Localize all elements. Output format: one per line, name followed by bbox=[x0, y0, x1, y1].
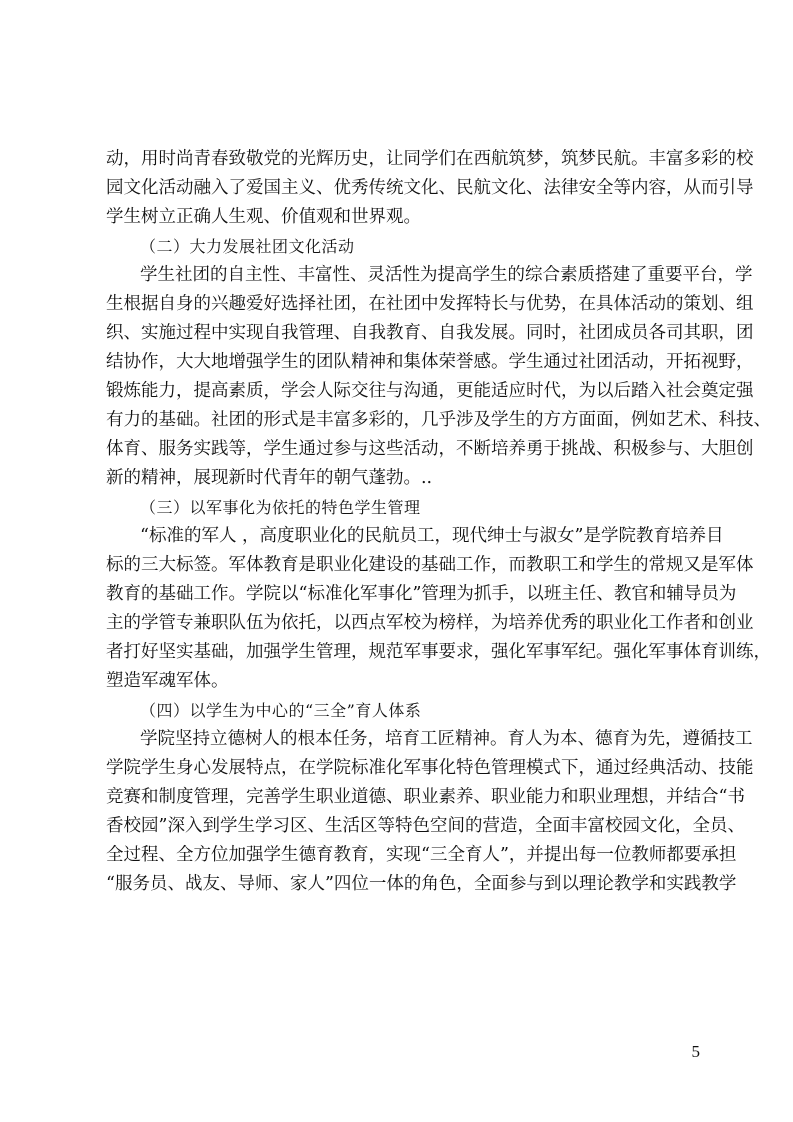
text-line: 学生树立正确人生观、价值观和世界观。 bbox=[106, 207, 421, 227]
section-heading-3: （三）以军事化为依托的特色学生管理 bbox=[140, 498, 421, 517]
page-number: 5 bbox=[691, 1042, 700, 1061]
section-4-paragraph bbox=[106, 725, 754, 899]
text-line: 锻炼能力，提高素质，学会人际交往与沟通，更能适应时代，为以后踏入社会奠定强 bbox=[106, 381, 754, 401]
text-line: 学院坚持立德树人的根本任务，培育工匠精神。育人为本、德育为先，遵循技工 bbox=[140, 729, 753, 749]
text-line: 园文化活动融入了爱国主义、优秀传统文化、民航文化、法律安全等内容，从而引导 bbox=[106, 178, 754, 198]
text-line: 织、实施过程中实现自我管理、自我教育、自我发展。同时，社团成员各司其职，团 bbox=[106, 323, 754, 343]
page-body bbox=[106, 145, 771, 899]
text-line: 全过程、全方位加强学生德育教育，实现“三全育人”，并提出每一位教师都要承担 bbox=[106, 845, 737, 865]
text-line: 动，用时尚青春致敬党的光辉历史，让同学们在西航筑梦，筑梦民航。丰富多彩的校 bbox=[106, 149, 754, 169]
text-line: “服务员、战友、导师、家人”四位一体的角色，全面参与到以理论教学和实践教学 bbox=[106, 874, 737, 894]
text-line: 体育、服务实践等，学生通过参与这些活动，不断培养勇于挑战、积极参与、大胆创 bbox=[106, 439, 754, 459]
text-line: 教育的基础工作。学院以“标准化军事化”管理为抓手，以班主任、教官和辅导员为 bbox=[106, 584, 737, 604]
text-line: 竞赛和制度管理，完善学生职业道德、职业素养、职业能力和职业理想，并结合“书 bbox=[106, 787, 745, 807]
text-line: 者打好坚实基础，加强学生管理，规范军事要求，强化军事军纪。强化军事体育训练， bbox=[106, 642, 771, 662]
text-line: 塑造军魂军体。 bbox=[106, 671, 229, 691]
text-line: 学院学生身心发展特点，在学院标准化军事化特色管理模式下，通过经典活动、技能 bbox=[106, 758, 754, 778]
section-2-paragraph bbox=[106, 261, 771, 493]
paragraph-1 bbox=[106, 145, 754, 232]
section-heading-4: （四）以学生为中心的“三全”育人体系 bbox=[140, 701, 422, 720]
text-line: 有力的基础。社团的形式是丰富多彩的，几乎涉及学生的方方面面，例如艺术、科技、 bbox=[106, 410, 771, 430]
text-line: 生根据自身的兴趣爱好选择社团，在社团中发挥特长与优势，在具体活动的策划、组 bbox=[106, 294, 754, 314]
text-line: “标准的军人 ，高度职业化的民航员工，现代绅士与淑女”是学院教育培养目 bbox=[140, 526, 724, 546]
text-line: 新的精神，展现新时代青年的朝气蓬勃。.. bbox=[106, 468, 433, 488]
text-line: 学生社团的自主性、丰富性、灵活性为提高学生的综合素质搭建了重要平台，学 bbox=[140, 265, 753, 285]
text-line: 结协作，大大地增强学生的团队精神和集体荣誉感。学生通过社团活动，开拓视野， bbox=[106, 352, 754, 372]
text-line: 主的学管专兼职队伍为依托，以西点军校为榜样，为培养优秀的职业化工作者和创业 bbox=[106, 613, 754, 633]
section-3-paragraph bbox=[106, 522, 771, 696]
section-heading-2: （二）大力发展社团文化活动 bbox=[140, 237, 355, 256]
text-line: 香校园”深入到学生学习区、生活区等特色空间的营造，全面丰富校园文化，全员、 bbox=[106, 816, 745, 836]
text-line: 标的三大标签。军体教育是职业化建设的基础工作，而教职工和学生的常规又是军体 bbox=[106, 555, 754, 575]
